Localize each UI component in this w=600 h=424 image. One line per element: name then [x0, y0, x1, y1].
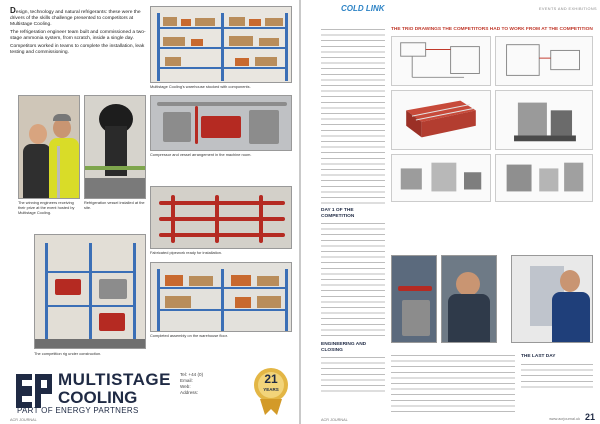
contact-details — [180, 372, 252, 396]
caption-vessel: Refrigeration vessel installed at the site. — [84, 200, 145, 210]
energy-partners-tagline: PART OF ENERGY PARTNERS — [17, 406, 139, 415]
caption-lower-left: The competition rig under construction. — [34, 351, 102, 356]
intro-paragraph-1: esign, technology and natural refrigerants: these were the drivers of the skills challenge presented to competitors at Multistage Cooling. — [10, 10, 141, 27]
3d-compressor-drawing — [495, 90, 593, 150]
pipework-photo — [150, 186, 292, 249]
3d-evaporator-drawing — [391, 90, 491, 150]
page-number: 21 — [584, 412, 595, 422]
brand-text: COLD LINK — [341, 4, 385, 13]
heading-last-day: THE LAST DAY — [521, 354, 556, 359]
intro-dropcap: D — [10, 6, 16, 15]
right-page — [301, 0, 600, 424]
badge-label: YEARS — [263, 387, 279, 392]
contact-line: Address: — [180, 390, 199, 395]
schematic-diagram-2 — [495, 36, 593, 86]
heading-day-1: DAY 1 OF THE COMPETITION — [321, 208, 355, 219]
machine-room-photo — [150, 95, 292, 151]
competitor-photo-2 — [441, 255, 497, 343]
vessel-photo — [84, 95, 146, 199]
website-link[interactable]: www.acrjournal.uk — [549, 417, 580, 421]
left-page — [0, 0, 299, 424]
multistage-brand-line-2: COOLING — [58, 388, 138, 407]
contact-line: Web: — [180, 384, 191, 389]
portrait-photo — [18, 95, 80, 199]
schematic-diagram-1 — [391, 36, 491, 86]
competitor-photo-1 — [391, 255, 437, 343]
heading-engineering: ENGINEERING AND CLOSING — [321, 342, 367, 353]
intro-paragraph-3: Competitors worked in teams to complete the installation, leak testing and commissioning. — [10, 44, 145, 55]
article-column-1 — [321, 26, 385, 394]
footer-left: ACR JOURNAL — [10, 418, 37, 422]
section-label: EVENTS AND EXHIBITIONS — [539, 7, 597, 11]
competitor-photo-3 — [511, 255, 593, 343]
footer-right: ACR JOURNAL — [321, 418, 348, 422]
article-column-2 — [391, 352, 515, 412]
caption-machine-room: Compressor and vessel arrangement in the machine room. — [150, 152, 252, 157]
racks-photo — [150, 262, 292, 332]
contact-line: Tel: +44 (0) — [180, 372, 204, 377]
contact-line: Email: — [180, 378, 193, 383]
article-column-3 — [521, 352, 593, 391]
3d-assembly-drawing-2 — [495, 154, 593, 202]
cold-link-logo — [341, 4, 385, 13]
caption-racks: Completed assembly on the warehouse floor. — [150, 333, 228, 338]
caption-pipework: Fabricated pipework ready for installation. — [150, 250, 223, 255]
badge-number: 21 — [264, 372, 278, 386]
intro-text — [10, 8, 148, 56]
energy-partners-logo-icon — [16, 374, 52, 408]
rig-photo — [34, 234, 146, 349]
3d-assembly-drawing-1 — [391, 154, 491, 202]
warehouse-photo — [150, 6, 292, 83]
multistage-brand-line-1: MULTISTAGE — [58, 370, 171, 389]
intro-paragraph-2: The refrigeration engineer team built and commissioned a two-stage ammonia system, from scratch, inside a single day. — [10, 30, 146, 41]
caption-warehouse-top: Multistage Cooling's warehouse stocked with components. — [150, 84, 251, 89]
caption-portrait: The winning engineers receiving their prize at the event hosted by Multistage Cooling. — [18, 200, 75, 215]
diagram-title: THE TRIO DRAWINGS THE COMPETITORS HAD TO WORK FROM AT THE COMPETITION — [391, 27, 593, 32]
